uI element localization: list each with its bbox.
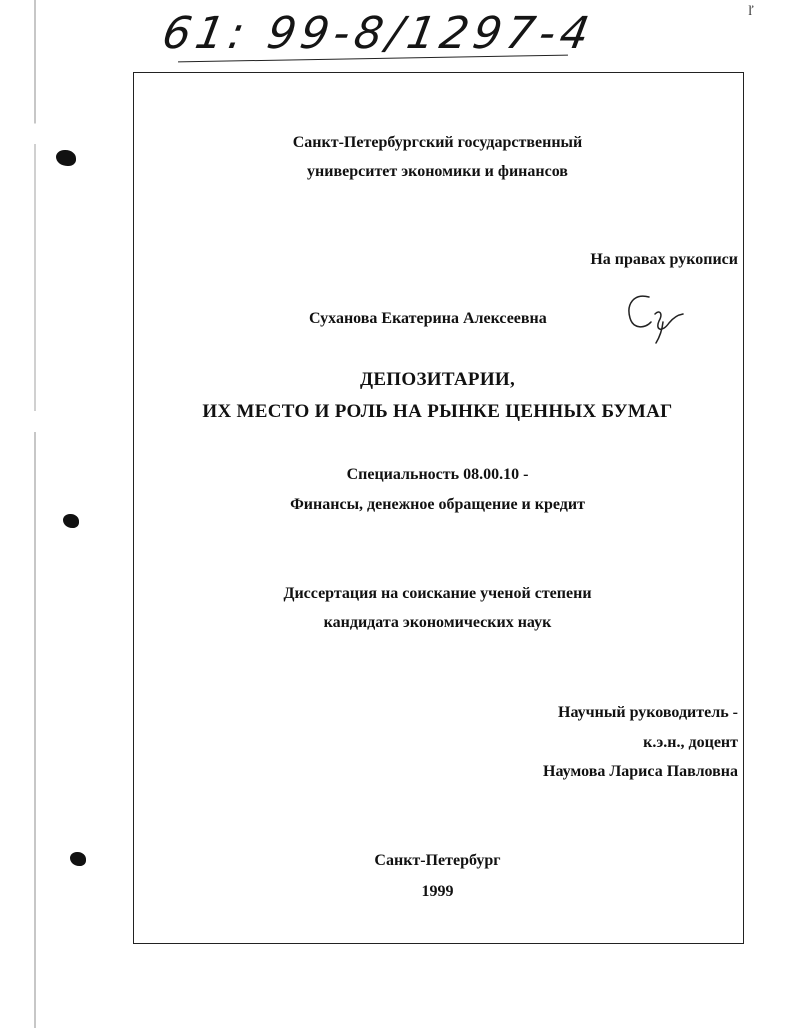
specialty-line-2: Финансы, денежное обращение и кредит <box>290 496 585 513</box>
scan-edge <box>34 0 36 1028</box>
university-line-1: Санкт-Петербургский государственный <box>292 134 583 151</box>
university-line-2: университет экономики и финансов <box>307 163 568 180</box>
punch-hole-mark <box>63 514 79 528</box>
dissertation-title-line-2: ИХ МЕСТО И РОЛЬ НА РЫНКЕ ЦЕННЫХ БУМАГ <box>202 401 673 422</box>
signature <box>616 288 690 346</box>
supervisor-label: Научный руководитель - <box>558 704 738 721</box>
supervisor-degree: к.э.н., доцент <box>643 734 738 751</box>
punch-hole-mark <box>70 852 86 866</box>
dissertation-type-line-2: кандидата экономических наук <box>323 614 552 631</box>
specialty-line-1: Специальность 08.00.10 - <box>346 466 529 483</box>
supervisor-name: Наумова Лариса Павловна <box>543 763 738 780</box>
punch-hole-mark <box>56 150 76 166</box>
city: Санкт-Петербург <box>374 852 501 869</box>
dissertation-title-line-1: ДЕПОЗИТАРИИ, <box>359 369 516 390</box>
manuscript-rights: На правах рукописи <box>590 251 738 268</box>
corner-mark: ľ <box>748 4 754 19</box>
dissertation-type-line-1: Диссертация на соискание ученой степени <box>283 585 592 602</box>
year: 1999 <box>421 883 454 900</box>
archive-number: 61: 99-8/1297-4 <box>158 8 598 59</box>
author-name: Суханова Екатерина Алексеевна <box>309 310 547 327</box>
